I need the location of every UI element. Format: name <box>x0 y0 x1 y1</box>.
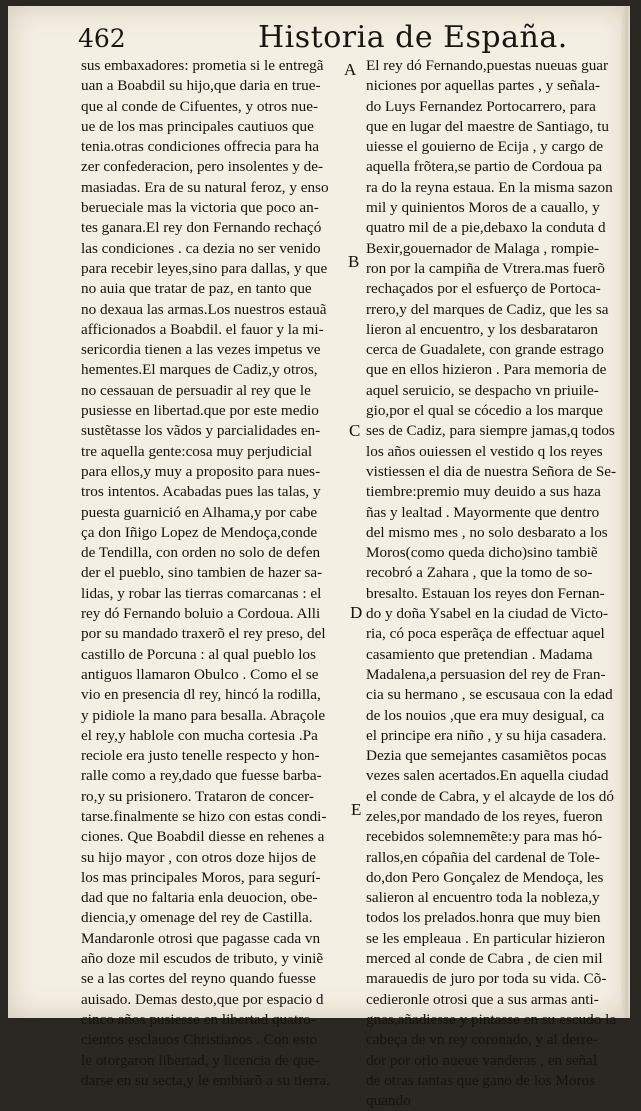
text-line: Bexir,gouernador de Malaga , rompie- <box>366 239 600 257</box>
text-line: tros intentos. Acabadas pues las talas, y <box>81 483 321 501</box>
text-line: le otorgaron libertad, y licencia de que- <box>81 1051 320 1069</box>
text-line: los mas principales Moros, para segurí- <box>81 868 321 886</box>
text-line: Dezia que semejantes casamiẽtos pocas <box>366 747 607 765</box>
text-line: ñas y lealtad . Mayormente que dentro <box>366 503 600 521</box>
text-line: ça don Iñigo Lopez de Mendoça,conde <box>81 523 318 541</box>
text-line: año doze mil escudos de tributo, y viniẽ <box>81 950 324 968</box>
text-line: se a las cortes del reyno quando fuesse <box>81 970 316 988</box>
text-line: que al conde de Cifuentes, y otros nue- <box>81 97 319 115</box>
text-line: todos los prelados.honra que muy bien <box>366 909 601 927</box>
book-page <box>8 6 630 1110</box>
text-line: de los nouios ,que era muy desigual, ca <box>366 706 605 724</box>
text-line: del mismo mes , no solo desbarato a los <box>366 523 608 541</box>
text-line: masiadas. Era de su natural feroz, y enso <box>81 178 329 196</box>
text-line: se les empleaua . En particular hizieron <box>366 929 606 947</box>
text-line: tes ganara.El rey don Fernando rechaçó <box>81 219 322 237</box>
text-line: rechaçados por el esfuerço de Portoca- <box>366 280 601 298</box>
text-line: darse en su secta,y le embiarõ a su tierra. <box>81 1071 330 1089</box>
margin-marker-b: B <box>348 252 360 271</box>
text-line: cabeça de vn rey coronado, y al derre- <box>366 1031 598 1049</box>
text-line: zer confederacion, pero insolentes y de- <box>81 158 324 176</box>
text-line: y pidiole la mano para besalla. Abraçole <box>81 706 326 724</box>
text-line: Moros(como queda dicho)sino tambiẽ <box>366 544 598 562</box>
text-line: der el pueblo, sino tambien de hazer sa- <box>81 564 323 582</box>
text-line: que en ellos hizieron . Para memoria de <box>366 361 607 379</box>
text-line: zeles,por mandado de los reyes, fueron <box>366 807 603 825</box>
text-line: dad que no faltaria enla deuocion, obe- <box>81 889 318 907</box>
text-line: ra do la reyna estaua. En la misma sazon <box>366 178 613 196</box>
left-text-column <box>81 56 353 1091</box>
text-line: puesta guarnició en Alhama,y por cabe <box>81 503 318 521</box>
text-line: ria, có poca esperãça de effectuar aquel <box>366 625 605 643</box>
text-line: de Tendilla, con orden no solo de defen <box>81 544 321 562</box>
page-number: 462 <box>78 24 126 53</box>
running-title: Historia de España. <box>258 20 568 55</box>
text-line: recobró a Zahara , que la tomo de so- <box>366 564 593 582</box>
margin-marker-d: D <box>350 603 363 622</box>
text-line: su hijo mayor , con otros doze hijos de <box>81 848 316 866</box>
text-line: ses de Cadiz, para siempre jamas,q todos <box>366 422 615 440</box>
text-line: do y doña Ysabel en la ciudad de Victo- <box>366 605 609 623</box>
text-line: rallos,en cópañia del cardenal de Tole- <box>366 848 600 866</box>
text-line: antiguos llamaron Obulco . Como el se <box>81 665 319 683</box>
text-line: no auia que tratar de paz, en tanto que <box>81 280 312 298</box>
text-line: diencia,y omenage del rey de Castilla. <box>81 909 313 927</box>
text-line: tre aquella gente:cosa muy perjudicial <box>81 442 313 460</box>
text-line: auisado. Demas desto,que por espacio d <box>81 990 324 1008</box>
text-line: quando <box>366 1092 411 1110</box>
text-line: el rey,y hablole con mucha cortesia .Pa <box>81 726 318 744</box>
text-line: aquella frõtera,se partio de Cordoua pa <box>366 158 603 176</box>
text-line: aquel seruicio, se despacho vn priuile- <box>366 381 599 399</box>
text-line: afficionados a Boabdil. el fauor y la mi- <box>81 320 324 338</box>
text-line: dor por orlo nueue vanderas , en señal <box>366 1051 598 1069</box>
text-line: cedieronle otrosi que a sus armas anti- <box>366 990 599 1008</box>
text-line: vistiessen el dia de nuestra Señora de Se- <box>366 462 617 480</box>
text-line: de otras tantas que gano de los Moros <box>366 1071 596 1089</box>
text-line: marauedis de juro por toda su vida. Cõ- <box>366 970 607 988</box>
text-line: cinco años pusiesse en libertad quatro- <box>81 1010 316 1028</box>
text-line: sustẽtasse los vãdos y parcialidades en- <box>81 422 321 440</box>
text-line: por su mandado traxerõ el rey preso, del <box>81 625 326 643</box>
margin-marker-c: C <box>349 421 361 440</box>
text-line: mil y quinientos Moros de a cauallo, y <box>366 199 600 217</box>
text-line: uiesse el gouierno de Ecija , y cargo de <box>366 138 604 156</box>
text-line: berueciale mas la victoria que poco an- <box>81 199 319 217</box>
text-line: Madalena,a persuasion del rey de Fran- <box>366 665 606 683</box>
text-line: merced al conde de Cabra , de cien mil <box>366 950 603 968</box>
text-line: tenia.otras condiciones offrecia para ha <box>81 138 319 156</box>
text-line: do,don Pero Gonçalez de Mendoça, les <box>366 868 604 886</box>
text-line: los años ouiessen el vestido q los reyes <box>366 442 603 460</box>
text-line: ue de los mas principales cautiuos que <box>81 117 314 135</box>
text-line: lieron al encuentro, y los desbarataron <box>366 320 598 338</box>
text-line: tiembre:premio muy deuido a sus haza <box>366 483 601 501</box>
text-line: vezes salen acertados.En aquella ciudad <box>366 767 609 785</box>
text-line: ciones. Que Boabdil diesse en rehenes a <box>81 828 325 846</box>
text-line: cia su hermano , se escusaua con la edad <box>366 686 613 704</box>
text-line: cerca de Guadalete, con grande estrago <box>366 341 604 359</box>
text-line: para ellos,y muy a proposito para nues- <box>81 462 321 480</box>
text-line: bresalto. Estauan los reyes don Fernan- <box>366 584 605 602</box>
text-line: no cessauan de persuadir al rey que le <box>81 381 311 399</box>
text-line: sericordia tienen a las vezes impetus ve <box>81 341 321 359</box>
text-line: Mandaronle otrosi que pagasse cada vn <box>81 929 321 947</box>
text-line: lidas, y robar las tierras comarcanas : el <box>81 584 322 602</box>
page-edge <box>621 6 628 1018</box>
right-text-column <box>366 56 638 1111</box>
text-line: reciole era justo tenelle respecto y hon- <box>81 747 320 765</box>
text-line: no dexaua las armas.Los nuestros estauã <box>81 300 327 318</box>
text-line: pusiesse en libertad.que por este medio <box>81 402 319 420</box>
text-line: El rey dó Fernando,puestas nueuas guar <box>366 57 609 74</box>
text-line: recebidos solemnemẽte:y para mas hó- <box>366 828 603 846</box>
text-line: quatro mil de a pie,debaxo la conduta d <box>366 219 606 237</box>
text-line: sus embaxadores: prometia si le entregã <box>81 57 324 74</box>
text-line: vio en presencia dl rey, hincó la rodilla, <box>81 686 321 704</box>
text-line: gnas,añadiesse y pintasse en su escudo la <box>366 1010 617 1028</box>
page-header <box>8 20 630 56</box>
text-line: gio,por el qual se cócedio a los marque <box>366 402 604 420</box>
text-line: ron por la campiña de Vtrera.mas fuerõ <box>366 259 605 277</box>
text-line: para recebir leyes,sino para dallas, y que <box>81 259 328 277</box>
text-line: cientos esclauos Christianos . Con esto <box>81 1031 318 1049</box>
text-line: casamiento que pretendian . Madama <box>366 645 593 663</box>
margin-marker-e: E <box>351 800 362 819</box>
text-line: rey dó Fernando boluio a Cordoua. Alli <box>81 605 321 623</box>
text-line: uan a Boabdil su hijo,que daria en true- <box>81 77 321 95</box>
margin-marker-a: A <box>344 60 357 79</box>
text-line: niciones por aquellas partes , y señala- <box>366 77 601 95</box>
text-line: el principe era niño , y su hija casadera. <box>366 726 607 744</box>
text-line: castillo de Porcuna : al qual pueblo los <box>81 645 316 663</box>
text-line: rrero,y del marques de Cadiz, que les sa <box>366 300 609 318</box>
text-line: do Luys Fernandez Portocarrero, para <box>366 97 596 115</box>
text-line: ralle como a rey,dado que fuesse barba- <box>81 767 322 785</box>
text-line: tarse.finalmente se hizo con estas condi- <box>81 807 327 825</box>
text-line: las condiciones . ca dezia no ser venido <box>81 239 321 257</box>
text-line: hementes.El marques de Cadiz,y otros, <box>81 361 318 379</box>
text-line: salieron al encuentro toda la nobleza,y <box>366 889 600 907</box>
text-line: ro,y su prisionero. Trataron de concer- <box>81 787 314 805</box>
text-line: que en lugar del maestre de Santiago, tu <box>366 117 609 135</box>
text-line: el conde de Cabra, y el alcayde de los dó <box>366 787 614 805</box>
